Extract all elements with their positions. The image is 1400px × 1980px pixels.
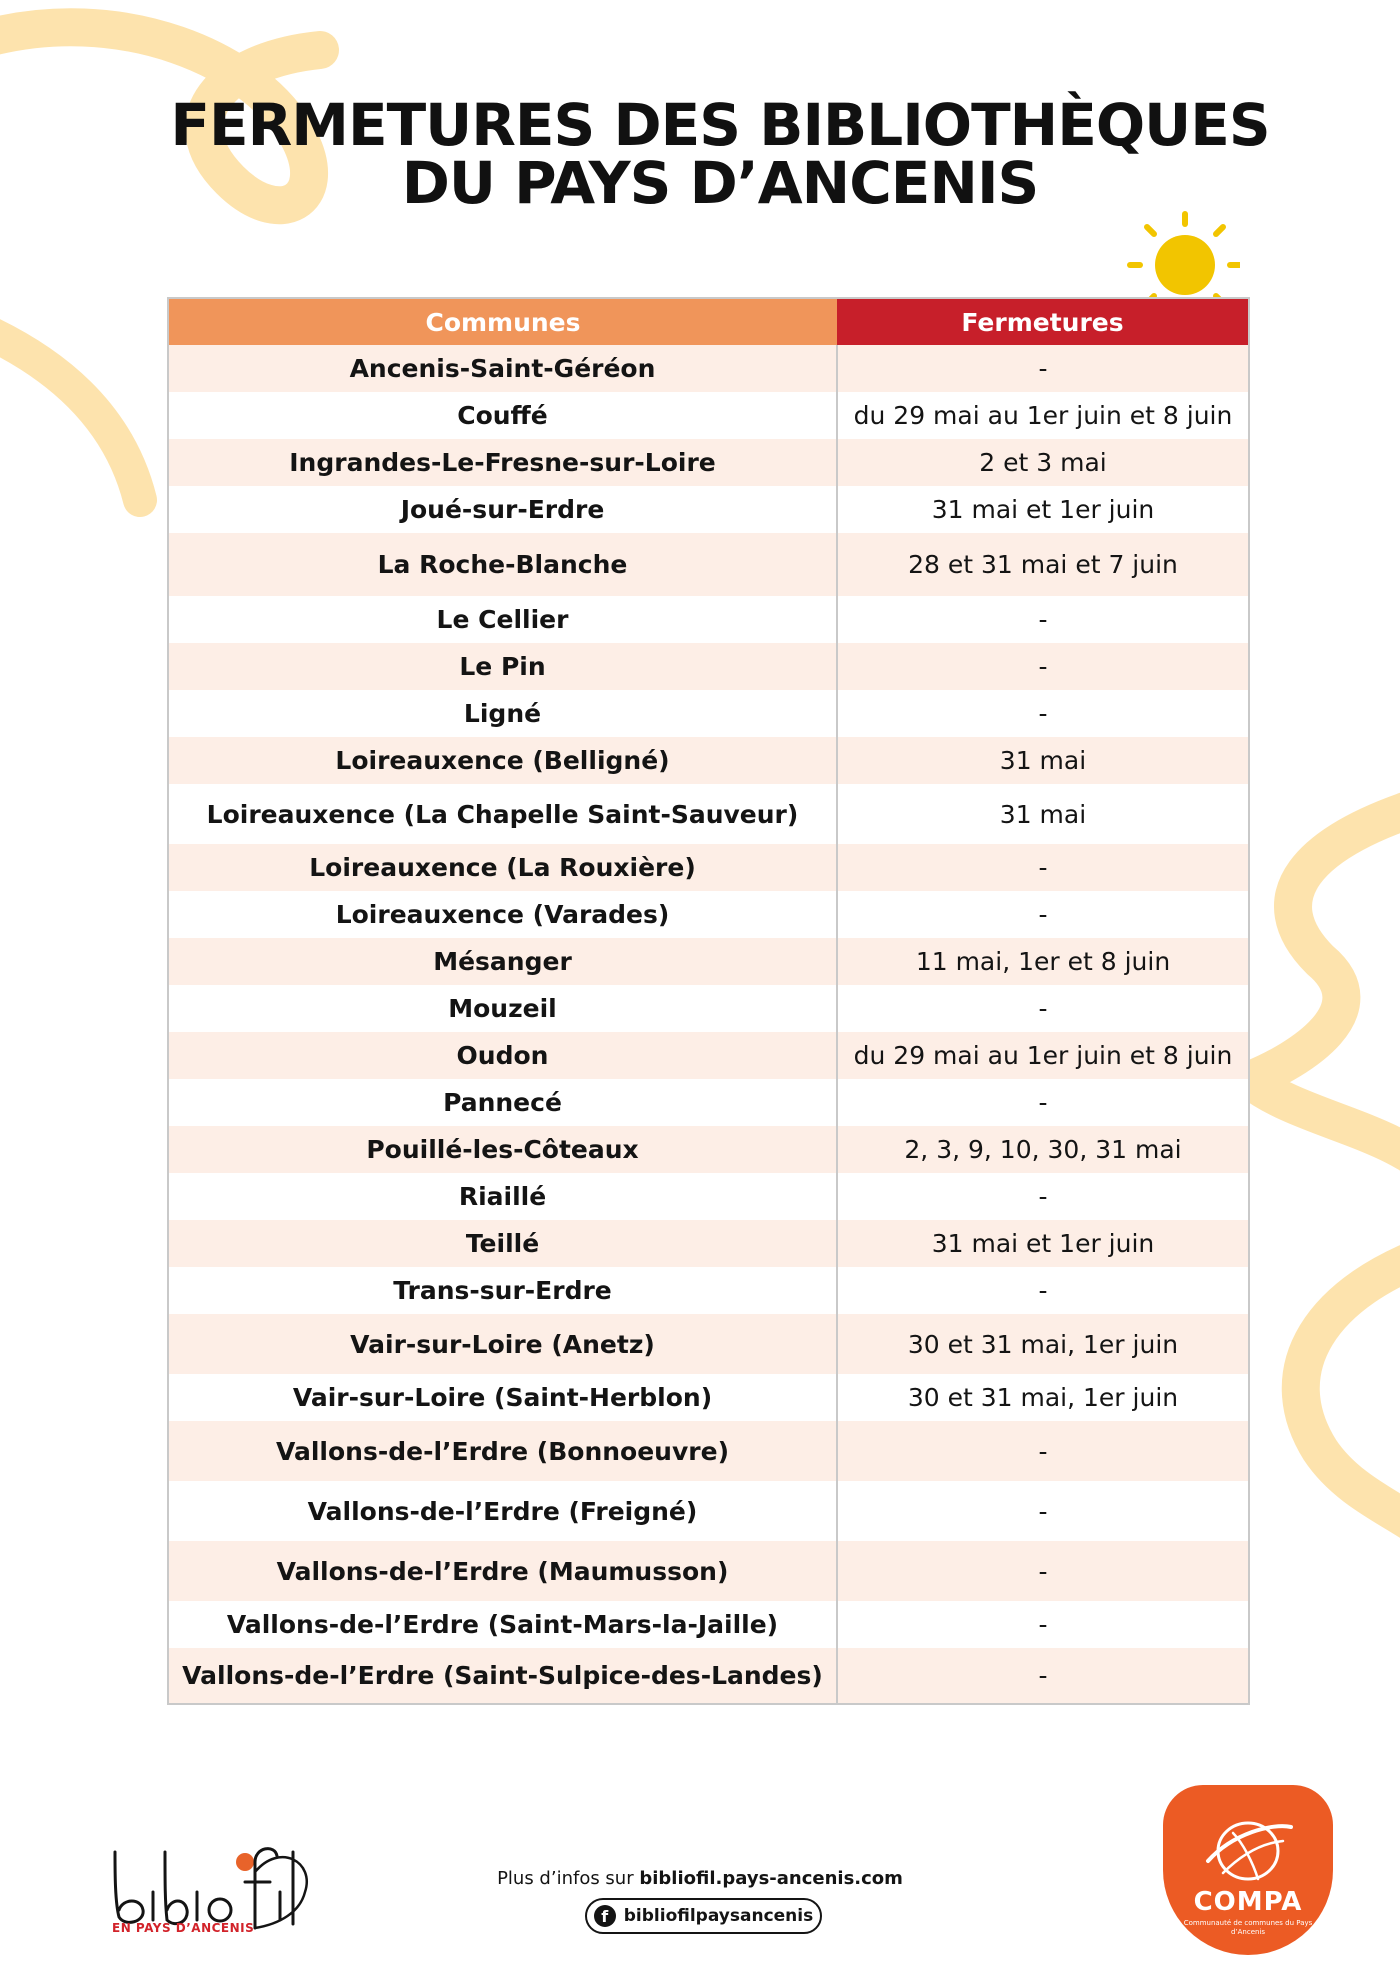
table-body [168,345,1249,1704]
table-row [168,1173,1249,1220]
table-row [168,1374,1249,1421]
commune-cell: Le Pin [168,643,837,690]
closure-cell: - [837,1601,1249,1648]
closures-table [167,297,1250,1705]
table-row [168,1541,1249,1601]
website-link[interactable]: bibliofil.pays-ancenis.com [639,1868,903,1889]
table-row [168,1220,1249,1267]
closure-cell: - [837,1173,1249,1220]
header-communes: Communes [168,298,837,345]
commune-cell: Pouillé-les-Côteaux [168,1126,837,1173]
table-row [168,345,1249,392]
closure-cell: 31 mai et 1er juin [837,486,1249,533]
table-row [168,1421,1249,1481]
table-row [168,1126,1249,1173]
commune-cell: Vair-sur-Loire (Anetz) [168,1314,837,1374]
bibliofil-logo-text: bibliofil [105,1832,109,1833]
commune-cell: Mouzeil [168,985,837,1032]
closure-cell: - [837,1648,1249,1704]
commune-cell: Mésanger [168,938,837,985]
table-row [168,938,1249,985]
closure-cell: - [837,985,1249,1032]
table-row [168,1314,1249,1374]
title-line-2: DU PAYS D’ANCENIS [401,149,1039,217]
closure-cell: - [837,690,1249,737]
more-info-prefix: Plus d’infos sur [497,1868,634,1889]
title-line-1: FERMETURES DES BIBLIOTHÈQUES [170,91,1270,159]
closure-cell: du 29 mai au 1er juin et 8 juin [837,1032,1249,1079]
commune-cell: Ligné [168,690,837,737]
closure-cell: 30 et 31 mai, 1er juin [837,1314,1249,1374]
bibliofil-subtitle: EN PAYS D’ANCENIS [112,1921,255,1935]
closure-cell: du 29 mai au 1er juin et 8 juin [837,392,1249,439]
table-row [168,1481,1249,1541]
commune-cell: Vair-sur-Loire (Saint-Herblon) [168,1374,837,1421]
table-row [168,844,1249,891]
commune-cell: Loireauxence (La Chapelle Saint-Sauveur) [168,784,837,844]
closure-cell: 31 mai et 1er juin [837,1220,1249,1267]
closure-cell: - [837,1421,1249,1481]
facebook-handle: bibliofilpaysancenis [623,1906,814,1926]
commune-cell: Joué-sur-Erdre [168,486,837,533]
facebook-icon: f [594,1905,616,1927]
commune-cell: Couffé [168,392,837,439]
closure-cell: 31 mai [837,737,1249,784]
commune-cell: Pannecé [168,1079,837,1126]
table-row [168,392,1249,439]
commune-cell: La Roche-Blanche [168,533,837,596]
closure-cell: - [837,844,1249,891]
compa-logo [1163,1785,1333,1955]
closure-cell: - [837,643,1249,690]
commune-cell: Riaillé [168,1173,837,1220]
page-title [130,91,1310,217]
table-row [168,690,1249,737]
closure-cell: - [837,1481,1249,1541]
header-fermetures: Fermetures [837,298,1249,345]
compa-tagline: Communauté de communes du Pays d’Ancenis [1183,1919,1313,1936]
closure-cell: 2, 3, 9, 10, 30, 31 mai [837,1126,1249,1173]
facebook-link[interactable] [585,1898,822,1934]
table-row [168,486,1249,533]
closure-cell: - [837,345,1249,392]
closure-cell: 2 et 3 mai [837,439,1249,486]
closure-cell: 28 et 31 mai et 7 juin [837,533,1249,596]
table-row [168,1032,1249,1079]
closure-cell: - [837,1541,1249,1601]
commune-cell: Vallons-de-l’Erdre (Freigné) [168,1481,837,1541]
closure-cell: 11 mai, 1er et 8 juin [837,938,1249,985]
closure-cell: - [837,891,1249,938]
closure-cell: - [837,1079,1249,1126]
commune-cell: Trans-sur-Erdre [168,1267,837,1314]
commune-cell: Vallons-de-l’Erdre (Saint-Sulpice-des-Landes) [168,1648,837,1704]
table-row [168,891,1249,938]
commune-cell: Loireauxence (Varades) [168,891,837,938]
table-row [168,439,1249,486]
table-row [168,784,1249,844]
table-row [168,533,1249,596]
table-row [168,596,1249,643]
more-info [450,1868,950,1889]
table-row [168,643,1249,690]
table-row [168,1648,1249,1704]
table-header-row [168,298,1249,345]
commune-cell: Vallons-de-l’Erdre (Saint-Mars-la-Jaille) [168,1601,837,1648]
commune-cell: Ancenis-Saint-Géréon [168,345,837,392]
closure-cell: - [837,596,1249,643]
commune-cell: Le Cellier [168,596,837,643]
closure-cell: 31 mai [837,784,1249,844]
commune-cell: Oudon [168,1032,837,1079]
table-row [168,1601,1249,1648]
compa-name: COMPA [1193,1887,1303,1917]
table-row [168,1267,1249,1314]
commune-cell: Ingrandes-Le-Fresne-sur-Loire [168,439,837,486]
table-row [168,737,1249,784]
closure-cell: 30 et 31 mai, 1er juin [837,1374,1249,1421]
table-row [168,985,1249,1032]
compa-globe-icon [1203,1813,1293,1885]
commune-cell: Loireauxence (La Rouxière) [168,844,837,891]
commune-cell: Loireauxence (Belligné) [168,737,837,784]
table-row [168,1079,1249,1126]
closure-cell: - [837,1267,1249,1314]
commune-cell: Vallons-de-l’Erdre (Maumusson) [168,1541,837,1601]
commune-cell: Teillé [168,1220,837,1267]
commune-cell: Vallons-de-l’Erdre (Bonnoeuvre) [168,1421,837,1481]
